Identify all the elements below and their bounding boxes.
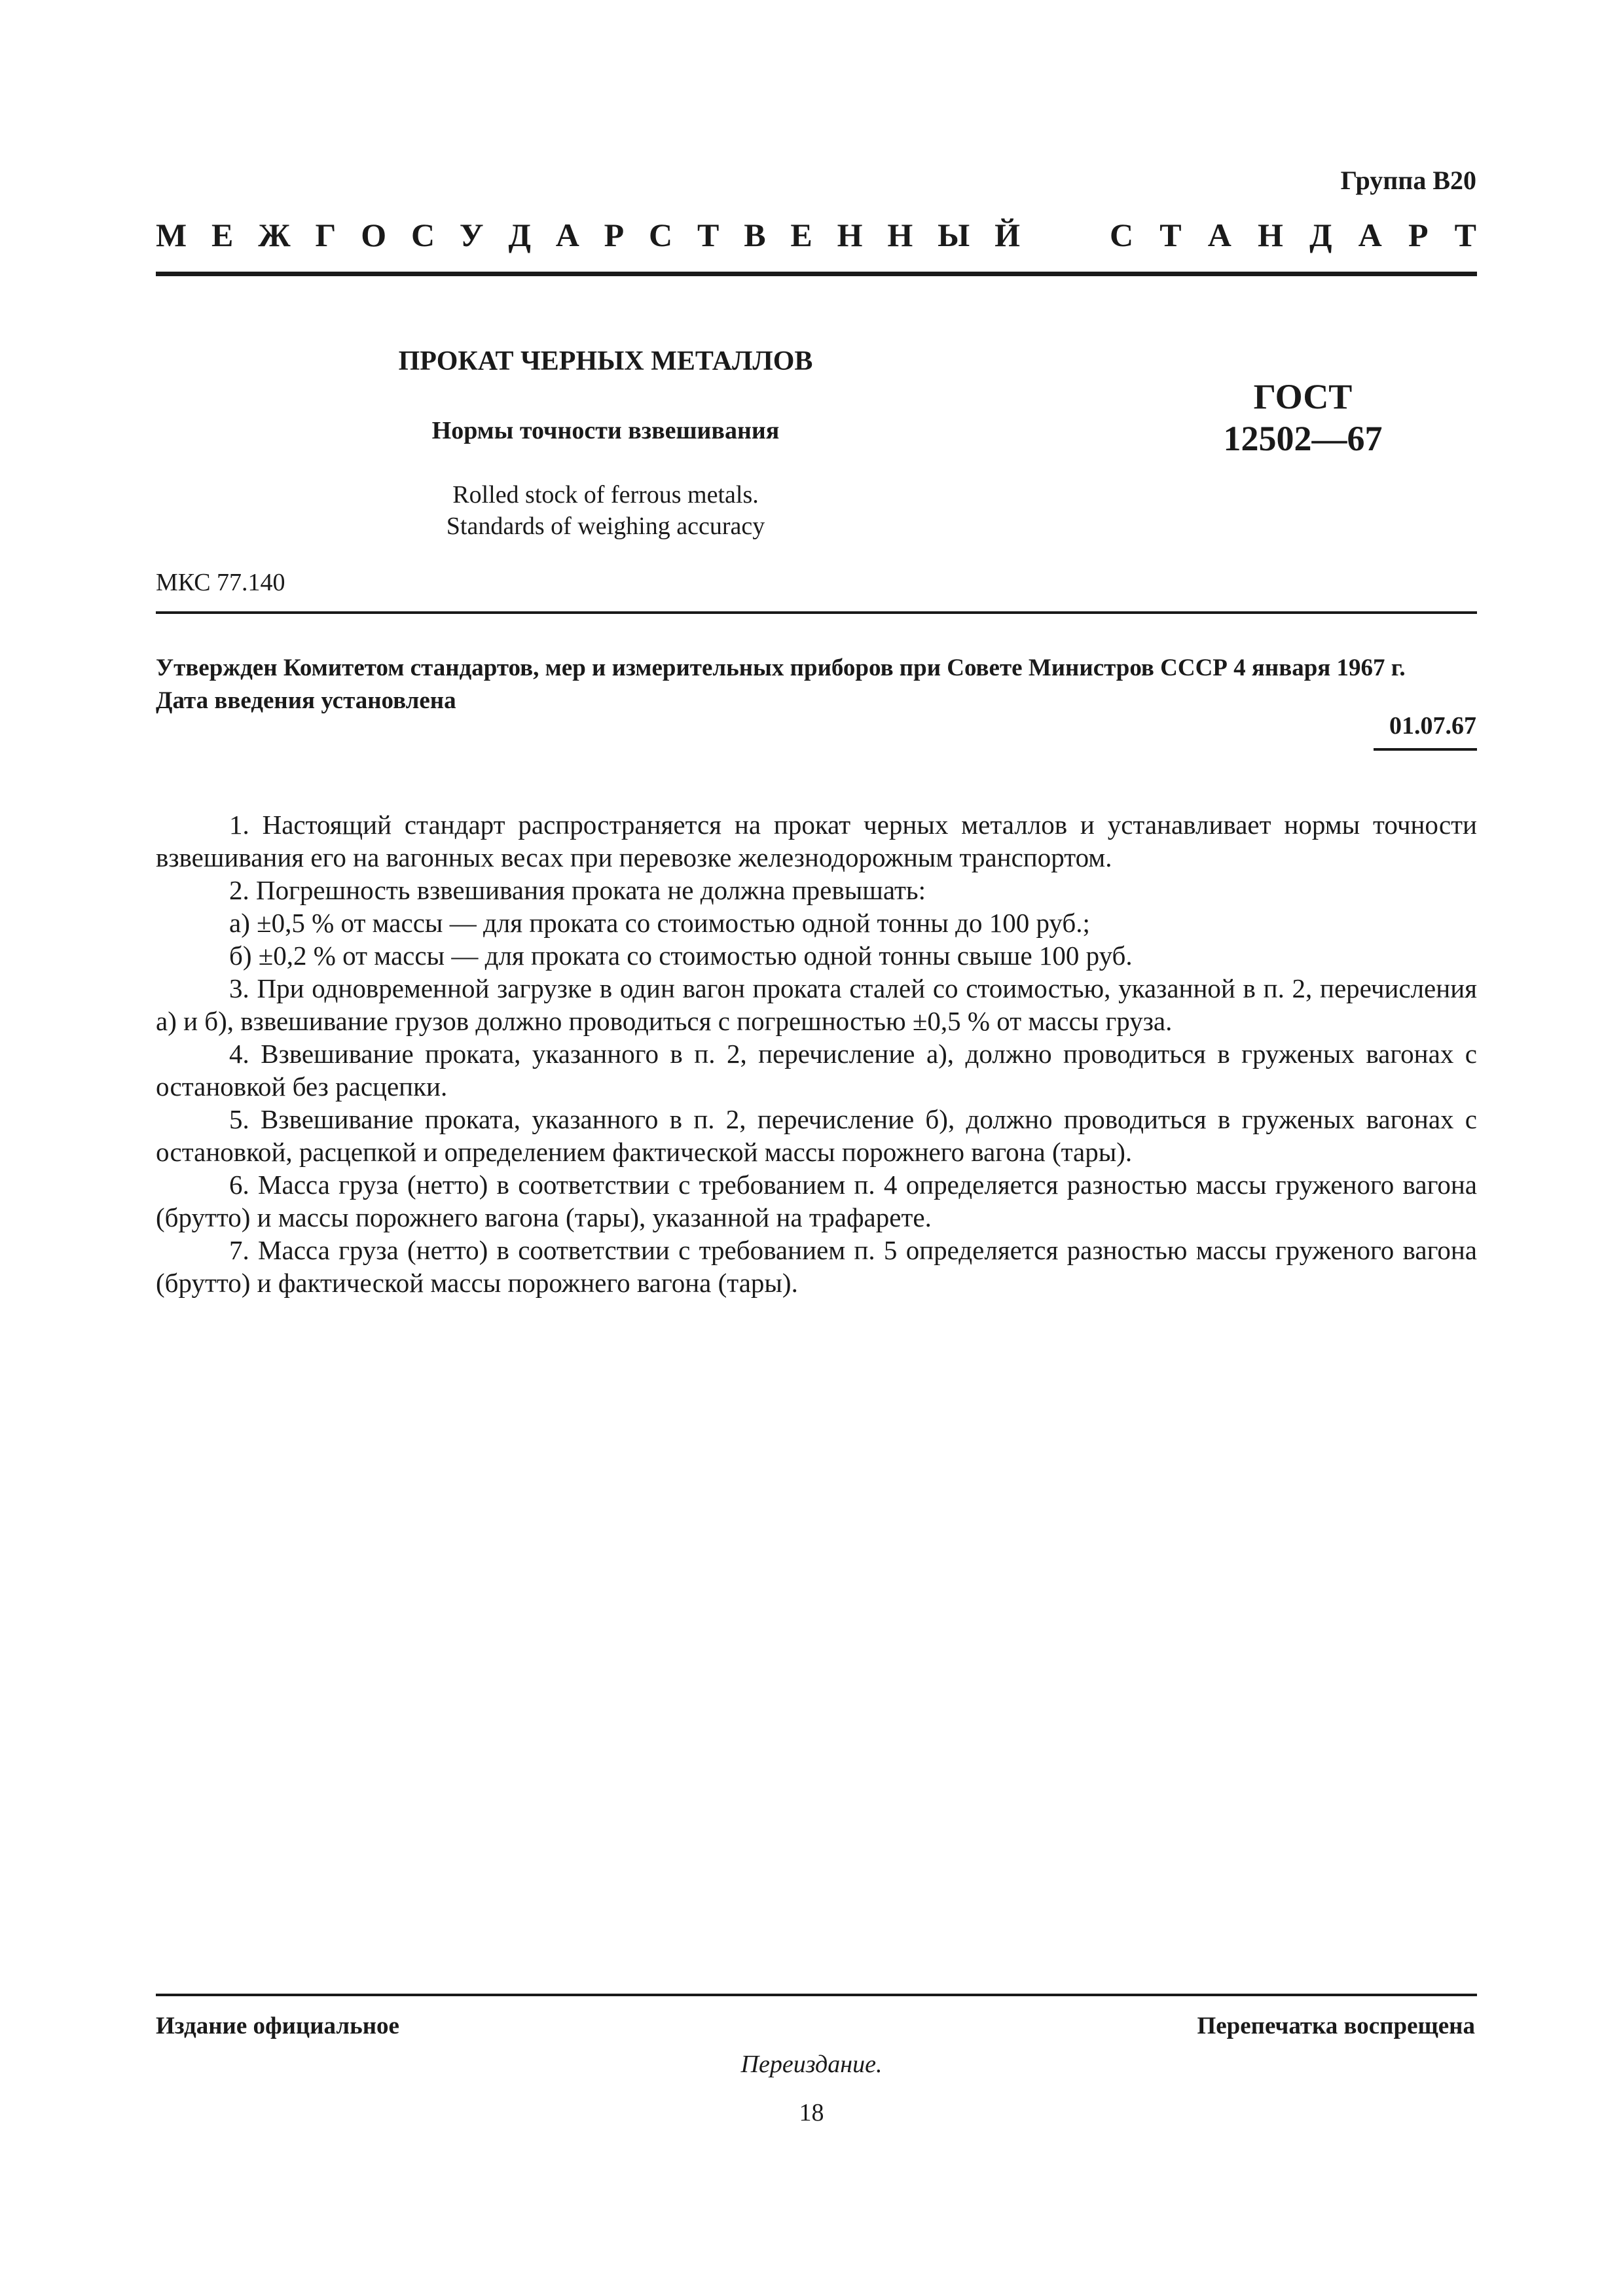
paragraph: б) ±0,2 % от массы — для проката со стоимостью одной тонны свыше 100 руб. (229, 941, 1133, 971)
banner-letter: Т (697, 217, 720, 253)
official-edition: Издание официальное (156, 2013, 399, 2039)
banner-right (1110, 216, 1476, 254)
banner-letter: В (744, 217, 766, 253)
paragraph: 5. Взвешивание проката, указанного в п. 2, перечисление б), должно проводиться в груженых вагонах с остановкой, расцепкой и определением фактической массы порожнего вагона (тары). (156, 1104, 1477, 1167)
paragraph: 1. Настоящий стандарт распространяется на прокат черных металлов и устанавливает нормы точности взвешивания его на вагонных весах при перевозке железнодорожным транспортом. (156, 810, 1477, 872)
banner-letter: М (156, 217, 187, 253)
paragraph: а) ±0,5 % от массы — для проката со стоимостью одной тонны до 100 руб.; (229, 908, 1090, 938)
reissue-note: Переиздание. (740, 2051, 883, 2078)
paragraph: 3. При одновременной загрузке в один вагон проката сталей со стоимостью, указанной в п. 2, перечисления а) и б), взвешивание грузов должно проводиться с погрешностью ±0,5 % от массы груза. (156, 973, 1477, 1036)
paragraph: 2. Погрешность взвешивания проката не должна превышать: (229, 875, 926, 905)
banner-letter: А (1358, 217, 1382, 253)
banner-letter: Е (211, 217, 234, 253)
banner-letter: С (649, 217, 673, 253)
banner-letter: Н (1258, 217, 1283, 253)
banner-letter: Д (508, 217, 531, 253)
approval-block (156, 652, 1477, 717)
footer-rule (156, 1994, 1477, 1996)
english-title-line1: Rolled stock of ferrous metals. (452, 481, 759, 509)
english-title (262, 479, 949, 542)
document-subtitle: Нормы точности взвешивания (431, 417, 780, 444)
banner-letter: Е (790, 217, 812, 253)
banner-letter: Ы (938, 217, 970, 253)
paragraph: 7. Масса груза (нетто) в соответствии с требованием п. 5 определяется разностью массы груженого вагона (брутто) и фактической массы порожнего вагона (тары). (156, 1235, 1477, 1298)
standard-banner (156, 216, 1476, 254)
header-rule (156, 272, 1477, 276)
banner-letter: Г (315, 217, 337, 253)
page-number: 18 (799, 2099, 824, 2126)
paragraph: 6. Масса груза (нетто) в соответствии с требованием п. 4 определяется разностью массы груженого вагона (брутто) и массы порожнего вагона (тары), указанной на трафарете. (156, 1170, 1477, 1232)
gost-designation (1172, 376, 1434, 459)
date-label: Дата введения установлена (156, 687, 456, 714)
banner-letter: У (459, 217, 484, 253)
banner-letter: Т (1159, 217, 1182, 253)
introduction-date: 01.07.67 (1389, 712, 1476, 740)
banner-letter: Д (1309, 217, 1332, 253)
reprint-prohibited: Перепечатка воспрещена (1197, 2013, 1475, 2039)
document-title: ПРОКАТ ЧЕРНЫХ МЕТАЛЛОВ (398, 346, 813, 376)
banner-letter: Р (604, 217, 625, 253)
banner-letter: С (1110, 217, 1134, 253)
gost-label: ГОСТ (1253, 377, 1353, 416)
banner-letter: С (410, 217, 435, 253)
standard-body (156, 808, 1477, 1299)
banner-letter: Н (837, 217, 863, 253)
approval-text: Утвержден Комитетом стандартов, мер и измерительных приборов при Совете Министров СССР 4 января 1967 г. (156, 655, 1406, 681)
mks-code: МКС 77.140 (156, 569, 285, 596)
banner-letter: О (361, 217, 387, 253)
gost-number: 12502—67 (1223, 419, 1383, 458)
banner-letter: Ж (258, 217, 291, 253)
banner-letter: Р (1408, 217, 1429, 253)
banner-letter: Й (994, 217, 1020, 253)
paragraph: 4. Взвешивание проката, указанного в п. 2, перечисление а), должно проводиться в груженых вагонах с остановкой без расцепки. (156, 1039, 1477, 1102)
banner-left (156, 216, 1020, 254)
banner-letter: А (555, 217, 579, 253)
english-title-line2: Standards of weighing accuracy (446, 512, 765, 540)
banner-letter: Н (887, 217, 913, 253)
banner-letter: А (1207, 217, 1231, 253)
date-underline (1374, 748, 1477, 751)
section-rule (156, 611, 1477, 614)
banner-letter: Т (1454, 217, 1476, 253)
group-code: Группа В20 (1340, 166, 1476, 195)
